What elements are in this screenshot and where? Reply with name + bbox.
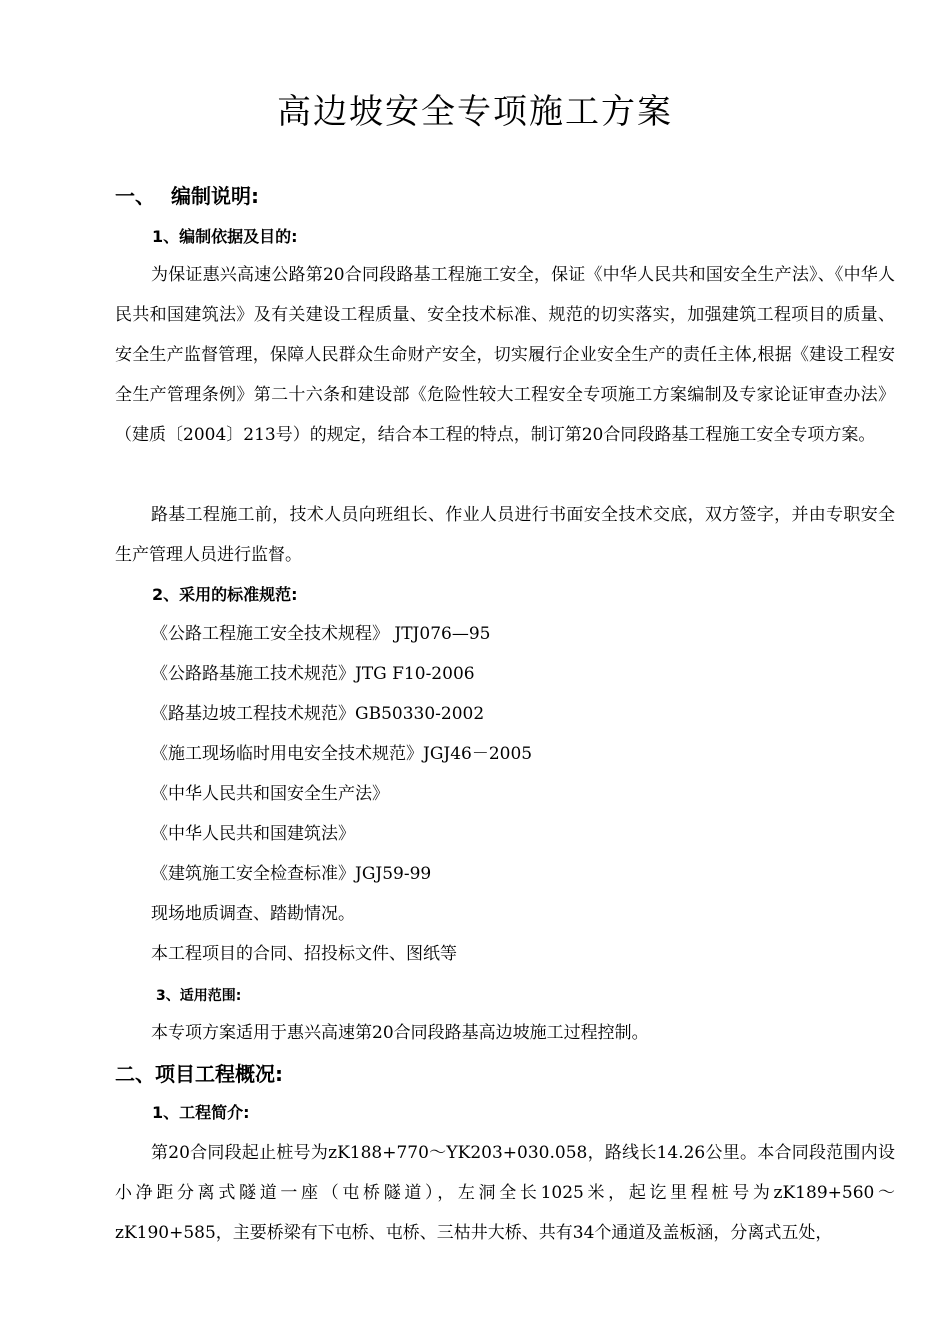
paragraph-basis-purpose: 为保证惠兴高速公路第20合同段路基工程施工安全，保证《中华人民共和国安全生产法》、《中华人民共和国建筑法》及有关建设工程质量、安全技术标准、规范的切实落实，加强建筑工程项目的质量、安全生产监督管理，保障人民群众生命财产安全，切实履行企业安全生产的责任主体,根据《建设工程安全生产管理条例》第二十六条和建设部《危险性较大工程安全专项施工方案编制及专家论证审查办法》（建质〔2004〕213号）的规定，结合本工程的特点，制订第20合同段路基工程施工安全专项方案。 <box>115 265 895 445</box>
paragraph-scope: 本专项方案适用于惠兴高速第20合同段路基高边坡施工过程控制。 <box>151 1023 649 1043</box>
subsection-1-2-heading: 2、采用的标准规范: <box>152 585 298 604</box>
paragraph-project-intro: 第20合同段起止桩号为zK188+770～YK203+030.058，路线长14.26公里。本合同段范围内设小净距分离式隧道一座（屯桥隧道），左洞全长1025米，起讫里程桩号为zK189+560～zK190+585，主要桥梁有下屯桥、屯桥、三枯井大桥、共有34个通道及盖板涵，分离式五处， <box>115 1143 895 1243</box>
standard-item: 本工程项目的合同、招投标文件、图纸等 <box>151 944 457 964</box>
paragraph-safety-briefing: 路基工程施工前，技术人员向班组长、作业人员进行书面安全技术交底，双方签字，并由专职安全生产管理人员进行监督。 <box>115 505 895 565</box>
document-title: 高边坡安全专项施工方案 <box>277 92 673 132</box>
standard-item: 《路基边坡工程技术规范》GB50330-2002 <box>151 704 485 724</box>
section-1-title: 编制说明: <box>171 184 259 208</box>
standard-item: 《中华人民共和国建筑法》 <box>151 824 355 844</box>
standard-item: 现场地质调查、踏勘情况。 <box>151 904 355 924</box>
subsection-1-1-heading: 1、编制依据及目的: <box>152 227 298 246</box>
standard-item: 《公路路基施工技术规范》JTG F10-2006 <box>151 664 475 684</box>
standard-item: 《施工现场临时用电安全技术规范》JGJ46－2005 <box>151 744 533 764</box>
section-1-heading <box>115 183 259 209</box>
standard-item: 《建筑施工安全检查标准》JGJ59-99 <box>151 864 432 884</box>
section-1-number: 一、 <box>115 184 155 208</box>
section-2-heading: 二、项目工程概况: <box>115 1062 283 1086</box>
subsection-1-3-heading: 3、适用范围: <box>156 988 242 1004</box>
subsection-2-1-heading: 1、工程简介: <box>152 1103 250 1122</box>
standard-item: 《中华人民共和国安全生产法》 <box>151 784 389 804</box>
standard-item: 《公路工程施工安全技术规程》 JTJ076—95 <box>151 624 491 644</box>
